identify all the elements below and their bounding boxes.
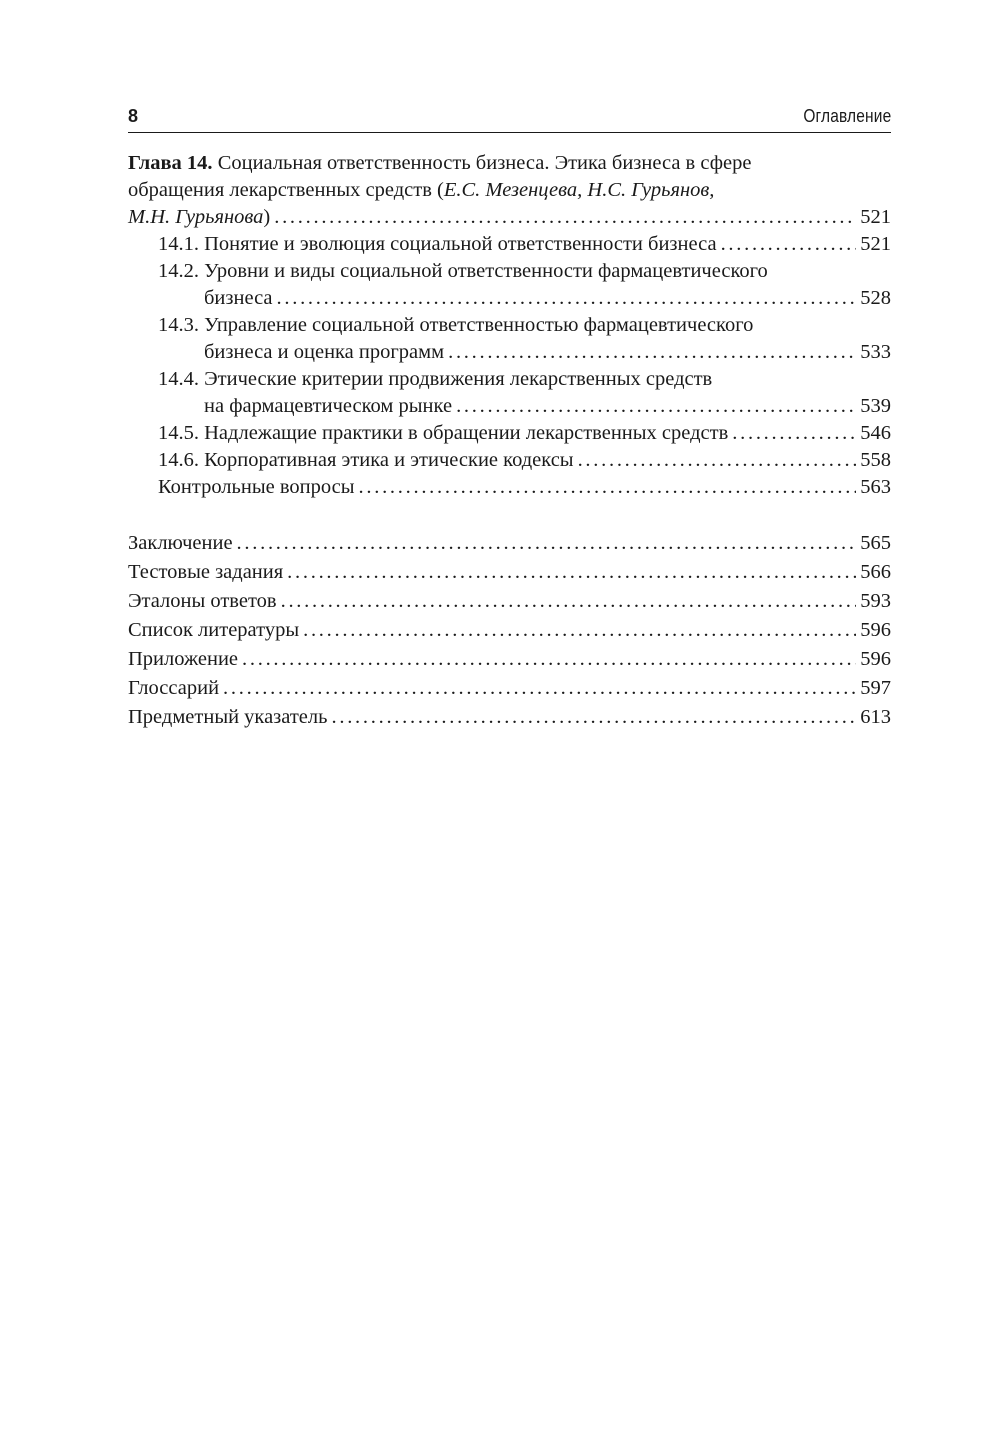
entry-title: Список литературы [128,619,300,641]
dot-leader [359,474,857,501]
chapter-title-line-1 [128,150,891,177]
page-ref: 533 [860,341,891,363]
entry-title: Тестовые задания [128,561,284,583]
chapter-authors-part2: М.Н. Гурьянова [128,206,264,228]
spacer [128,501,891,530]
section-title: Понятие и эволюция социальной ответственности бизнеса [204,233,717,255]
toc-entry-14-3-line-1[interactable] [128,312,891,339]
toc-entry-glossary[interactable] [128,675,891,702]
page-ref: 521 [860,233,891,255]
section-title-cont: на фармацевтическом рынке [204,395,453,417]
section-title: Корпоративная этика и этические кодексы [204,449,574,471]
entry-title: Глоссарий [128,677,220,699]
chapter-title-close: ) [263,206,271,228]
page-ref: 528 [860,287,891,309]
page-ref: 539 [860,395,891,417]
page-ref: 521 [860,206,891,228]
toc-entry-14-2[interactable] [128,285,891,312]
page-ref: 563 [860,476,891,498]
section-title: Этические критерии продвижения лекарственных средств [204,368,713,390]
toc-entry-appendix[interactable] [128,646,891,673]
dot-leader [237,530,857,557]
dot-leader [732,420,856,447]
dot-leader [287,559,856,586]
table-of-contents [128,150,891,731]
toc-entry-14-6[interactable] [128,447,891,474]
toc-entry-answer-keys[interactable] [128,588,891,615]
chapter-title-part2: обращения лекарственных средств ( [128,179,444,201]
toc-entry-tests[interactable] [128,559,891,586]
dot-leader [456,393,856,420]
section-title-cont: бизнеса и оценка программ [204,341,445,363]
toc-entry-chapter-14[interactable] [128,204,891,231]
dot-leader [242,646,856,673]
dot-leader [223,675,856,702]
section-number: 14.5. [158,422,199,444]
dot-leader [448,339,856,366]
dot-leader [332,704,857,731]
section-title: Контрольные вопросы [158,476,355,498]
toc-entry-control-questions[interactable] [128,474,891,501]
entry-title: Приложение [128,648,239,670]
page-header [128,104,891,133]
page-ref: 596 [860,648,891,670]
section-number: 14.1. [158,233,199,255]
page-ref: 596 [860,619,891,641]
toc-entry-14-2-line-1[interactable] [128,258,891,285]
section-number: 14.3. [158,314,199,336]
section-number: 14.6. [158,449,199,471]
toc-entry-14-1[interactable] [128,231,891,258]
toc-entry-conclusion[interactable] [128,530,891,557]
dot-leader [303,617,856,644]
section-title: Уровни и виды социальной ответственности фармацевтического [204,260,768,282]
section-title: Надлежащие практики в обращении лекарственных средств [204,422,729,444]
toc-entry-14-4-line-1[interactable] [128,366,891,393]
page-ref: 558 [860,449,891,471]
chapter-title-part1: Социальная ответственность бизнеса. Этика бизнеса в сфере [212,152,752,174]
toc-entry-references[interactable] [128,617,891,644]
toc-entry-subject-index[interactable] [128,704,891,731]
chapter-label: Глава 14. [128,152,213,174]
page-ref: 566 [860,561,891,583]
page-ref: 613 [860,706,891,728]
chapter-title-line-2 [128,177,891,204]
section-title: Управление социальной ответственностью фармацевтического [204,314,754,336]
entry-title: Заключение [128,532,233,554]
dot-leader [274,204,856,231]
entry-title: Эталоны ответов [128,590,277,612]
page-ref: 546 [860,422,891,444]
toc-entry-14-3[interactable] [128,339,891,366]
chapter-authors-part1: Е.С. Мезенцева, Н.С. Гурьянов, [443,179,715,201]
page-ref: 565 [860,532,891,554]
toc-entry-14-5[interactable] [128,420,891,447]
section-number: 14.4. [158,368,199,390]
section-title-cont: бизнеса [204,287,273,309]
toc-entry-14-4[interactable] [128,393,891,420]
dot-leader [721,231,857,258]
section-number: 14.2. [158,260,199,282]
dot-leader [277,285,857,312]
running-title: Оглавление [802,106,891,126]
page-ref: 597 [860,677,891,699]
page-number: 8 [128,106,139,126]
dot-leader [578,447,857,474]
page-ref: 593 [860,590,891,612]
entry-title: Предметный указатель [128,706,328,728]
dot-leader [281,588,857,615]
